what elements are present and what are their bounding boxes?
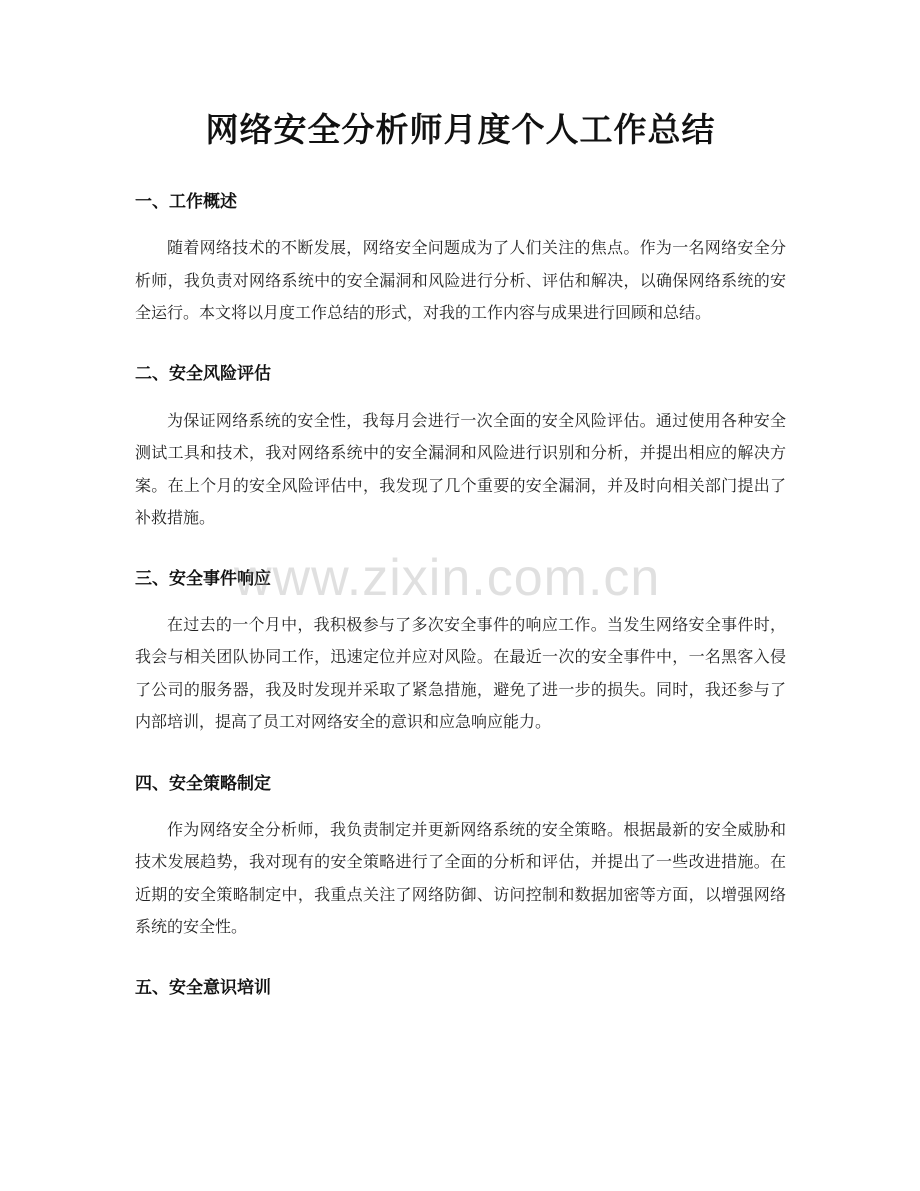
document-title: 网络安全分析师月度个人工作总结 <box>205 110 716 149</box>
section-heading: 一、工作概述 <box>135 192 237 212</box>
section-risk-assessment <box>135 361 786 535</box>
section-heading: 五、安全意识培训 <box>135 977 271 998</box>
section-heading: 四、安全策略制定 <box>135 773 271 794</box>
section-paragraph: 随着网络技术的不断发展，网络安全问题成为了人们关注的焦点。作为一名网络安全分析师，我负责对网络系统中的安全漏洞和风险进行分析、评估和解决，以确保网络系统的安全运行。本文将以月度工作总结的形式，对我的工作内容与成果进行回顾和总结。 <box>135 238 786 322</box>
section-paragraph: 作为网络安全分析师，我负责制定并更新网络系统的安全策略。根据最新的安全威胁和技术发展趋势，我对现有的安全策略进行了全面的分析和评估，并提出了一些改进措施。在近期的安全策略制定中，我重点关注了网络防御、访问控制和数据加密等方面，以增强网络系统的安全性。 <box>135 819 786 936</box>
section-awareness-training <box>135 975 786 1001</box>
section-paragraph: 在过去的一个月中，我积极参与了多次安全事件的响应工作。当发生网络安全事件时，我会与相关团队协同工作，迅速定位并应对风险。在最近一次的安全事件中，一名黑客入侵了公司的服务器，我及时发现并采取了紧急措施，避免了进一步的损失。同时，我还参与了内部培训，提高了员工对网络安全的意识和应急响应能力。 <box>135 614 786 731</box>
section-policy-making <box>135 771 786 944</box>
watermark: www.zixin.com.cn <box>234 549 661 607</box>
section-heading: 三、安全事件响应 <box>135 568 271 589</box>
section-work-overview <box>135 189 786 330</box>
section-heading: 二、安全风险评估 <box>135 363 271 384</box>
section-paragraph: 为保证网络系统的安全性，我每月会进行一次全面的安全风险评估。通过使用各种安全测试工具和技术，我对网络系统中的安全漏洞和风险进行识别和分析，并提出相应的解决方案。在上个月的安全风险评估中，我发现了几个重要的安全漏洞，并及时向相关部门提出了补救措施。 <box>135 410 786 527</box>
section-incident-response <box>135 566 786 739</box>
